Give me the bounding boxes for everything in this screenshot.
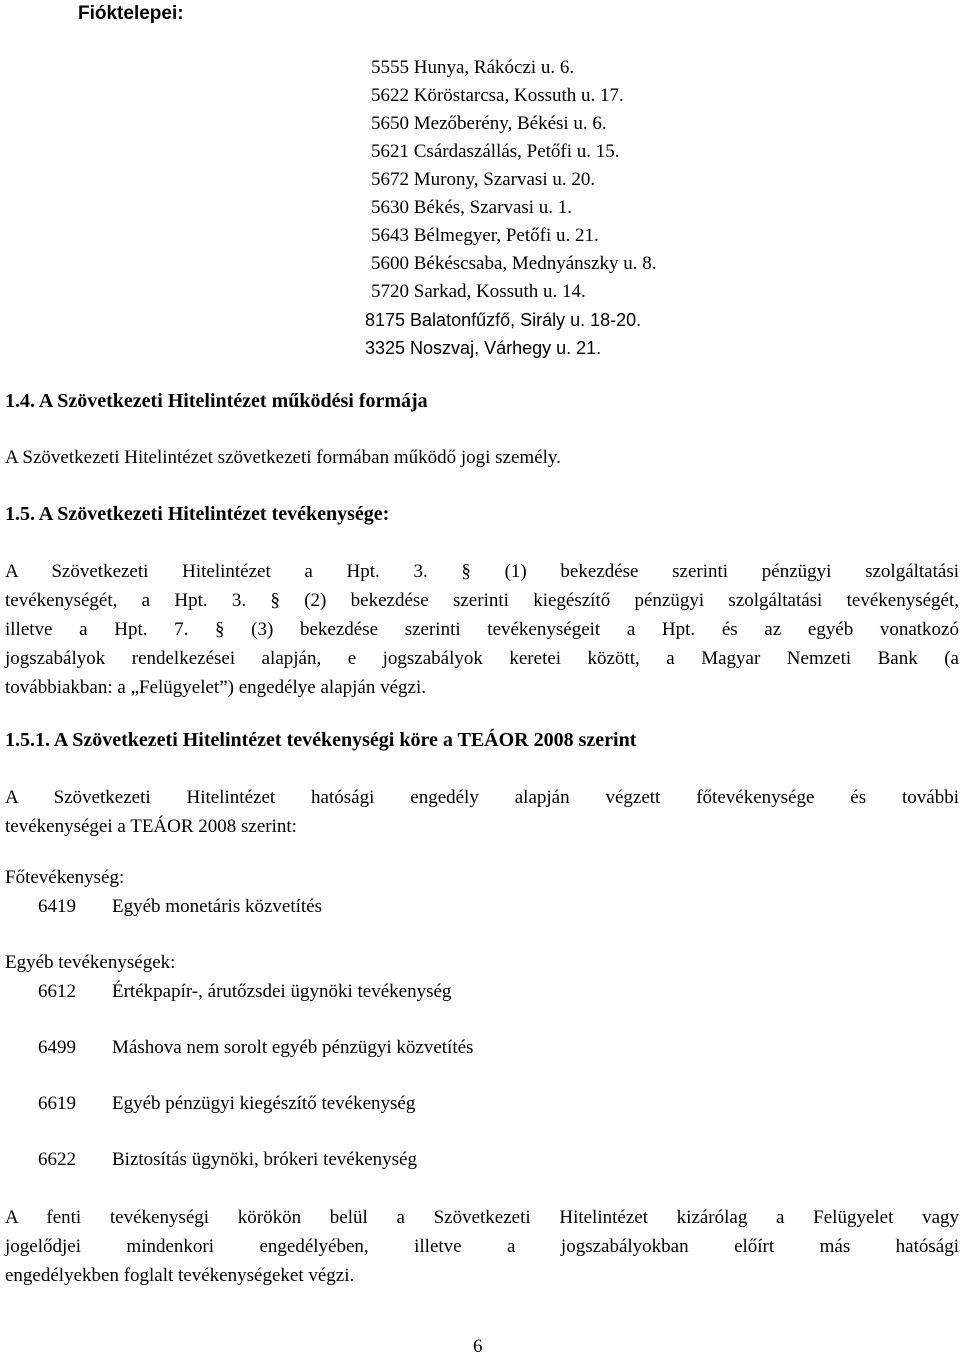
paragraph-line: jogelődjei mindenkori engedélyében, illetve a jogszabályokban előírt más hatósági — [5, 1236, 959, 1257]
activity-code: 6419 — [38, 896, 76, 917]
branch-item: 5720 Sarkad, Kossuth u. 14. — [371, 281, 586, 302]
branch-item: 5643 Bélmegyer, Petőfi u. 21. — [371, 225, 599, 246]
paragraph-line: illetve a Hpt. 7. § (3) bekezdése szerinti tevékenységeit a Hpt. és az egyéb vonatkozó — [5, 619, 959, 640]
paragraph-line: A Szövetkezeti Hitelintézet a Hpt. 3. § (1) bekezdése szerinti pénzügyi szolgáltatási — [5, 561, 959, 582]
activity-code: 6622 — [38, 1149, 76, 1170]
page-number: 6 — [473, 1336, 483, 1357]
section-heading-1-5: 1.5. A Szövetkezeti Hitelintézet tevékenysége: — [5, 503, 390, 525]
branch-item: 5600 Békéscsaba, Mednyánszky u. 8. — [371, 253, 657, 274]
paragraph-line: A Szövetkezeti Hitelintézet hatósági engedély alapján végzett főtevékenysége és további — [5, 787, 959, 808]
branch-item: 5555 Hunya, Rákóczi u. 6. — [371, 57, 575, 78]
main-activity-label: Főtevékenység: — [5, 867, 125, 888]
paragraph-line: tevékenységét, a Hpt. 3. § (2) bekezdése szerinti kiegészítő pénzügyi szolgáltatási tevékenységét, — [5, 590, 959, 611]
section-intro-1-5-1 — [5, 783, 959, 841]
activity-code: 6499 — [38, 1037, 76, 1058]
section-heading-1-4: 1.4. A Szövetkezeti Hitelintézet működési formája — [5, 390, 428, 412]
activity-name: Egyéb pénzügyi kiegészítő tevékenység — [112, 1093, 416, 1114]
paragraph-line: tevékenységei a TEÁOR 2008 szerint: — [5, 816, 297, 837]
paragraph-line: továbbiakban: a „Felügyelet”) engedélye alapján végzi. — [5, 677, 426, 698]
branch-item: 5630 Békés, Szarvasi u. 1. — [371, 197, 573, 218]
branch-item: 5650 Mezőberény, Békési u. 6. — [371, 113, 607, 134]
branch-item: 5622 Köröstarcsa, Kossuth u. 17. — [371, 85, 624, 106]
branch-item: 8175 Balatonfűzfő, Sirály u. 18-20. — [365, 310, 642, 330]
activity-name: Értékpapír-, árutőzsdei ügynöki tevékenység — [112, 981, 452, 1002]
branches-title: Fióktelepei: — [78, 3, 184, 24]
section-paragraph-1-5 — [5, 557, 959, 702]
other-activities-label: Egyéb tevékenységek: — [5, 952, 176, 973]
closing-paragraph — [5, 1203, 959, 1290]
activity-name: Biztosítás ügynöki, brókeri tevékenység — [112, 1149, 417, 1170]
branch-item: 3325 Noszvaj, Várhegy u. 21. — [365, 338, 602, 358]
activity-name: Egyéb monetáris közvetítés — [112, 896, 322, 917]
activity-name: Máshova nem sorolt egyéb pénzügyi közvetítés — [112, 1037, 474, 1058]
paragraph-line: engedélyekben foglalt tevékenységeket végzi. — [5, 1265, 355, 1286]
paragraph-line: A fenti tevékenységi körökön belül a Szövetkezeti Hitelintézet kizárólag a Felügyelet vagy — [5, 1207, 959, 1228]
branch-item: 5621 Csárdaszállás, Petőfi u. 15. — [371, 141, 620, 162]
section-heading-1-5-1: 1.5.1. A Szövetkezeti Hitelintézet tevékenységi köre a TEÁOR 2008 szerint — [5, 729, 637, 751]
branch-item: 5672 Murony, Szarvasi u. 20. — [371, 169, 596, 190]
activity-code: 6619 — [38, 1093, 76, 1114]
section-text-1-4: A Szövetkezeti Hitelintézet szövetkezeti formában működő jogi személy. — [5, 447, 561, 468]
activity-code: 6612 — [38, 981, 76, 1002]
paragraph-line: jogszabályok rendelkezései alapján, e jogszabályok keretei között, a Magyar Nemzeti Bank (a — [5, 648, 959, 669]
